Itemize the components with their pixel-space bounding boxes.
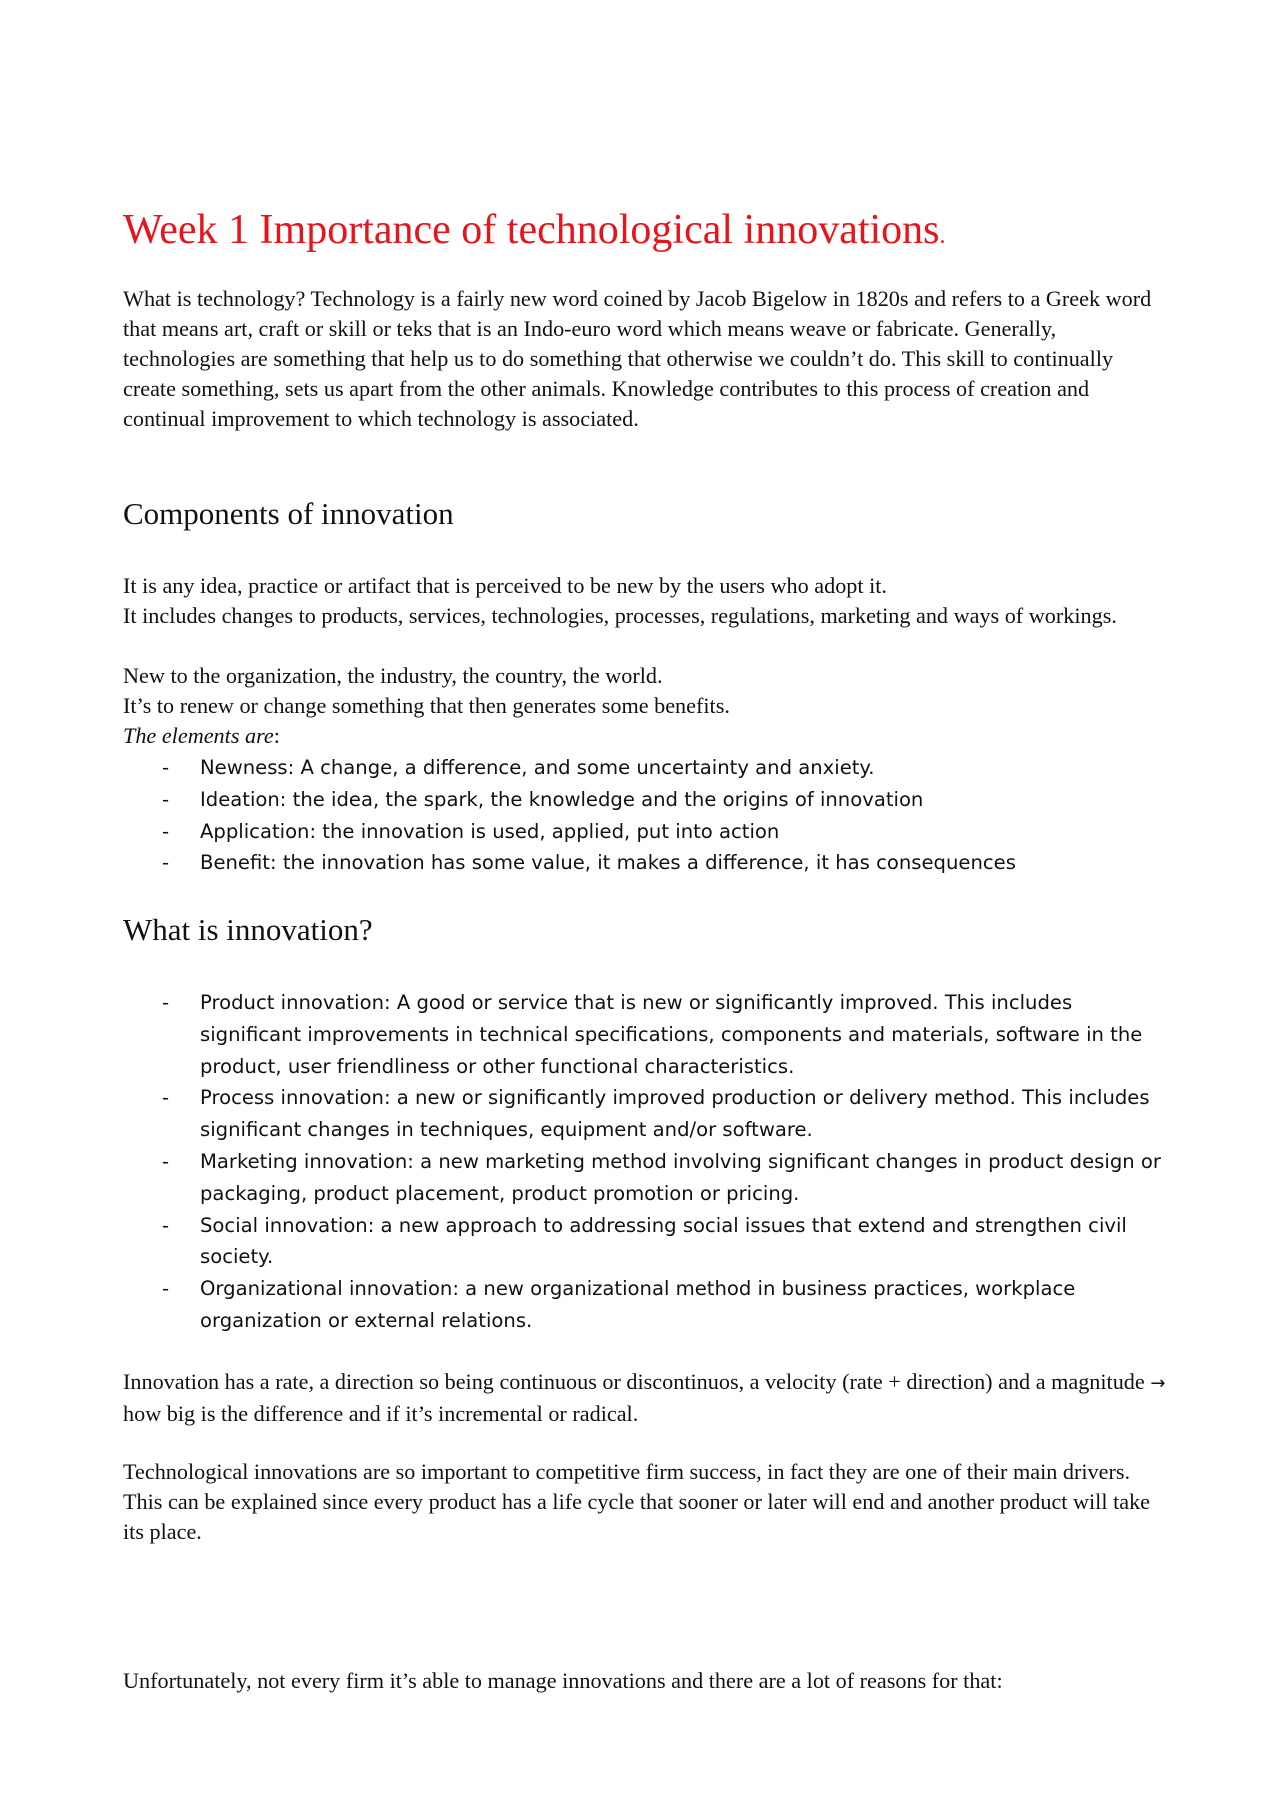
list-item (123, 784, 1173, 816)
rate-paragraph (123, 1367, 1168, 1429)
list-item-text: Social innovation: a new approach to addressing social issues that extend and strengthen civil society. (200, 1213, 1127, 1269)
innovation-types-list (123, 987, 1173, 1337)
bullet-dash: - (162, 787, 170, 811)
list-item-text: Ideation: the idea, the spark, the knowledge and the origins of innovation (200, 787, 924, 811)
bullet-dash: - (162, 1086, 170, 1110)
bullet-dash: - (162, 851, 170, 875)
bullet-dash: - (162, 756, 170, 779)
page-title (123, 204, 946, 262)
bullet-dash: - (162, 1213, 170, 1237)
components-line-1: It is any idea, practice or artifact that is perceived to be new by the users who adopt it. (123, 573, 887, 598)
rate-text-before: Innovation has a rate, a direction so being continuous or discontinuos, a velocity (rate + direction) and a magnitude (123, 1369, 1151, 1394)
title-suffix: . (939, 223, 946, 249)
elements-colon: : (273, 723, 280, 748)
unfortunately-paragraph: Unfortunately, not every firm it’s able to manage innovations and there are a lot of reasons for that: (123, 1668, 1003, 1693)
bullet-dash: - (162, 1277, 170, 1301)
list-item (123, 1273, 1173, 1337)
list-item-text: Organizational innovation: a new organizational method in business practices, workplace organization or external relations. (200, 1277, 1076, 1332)
arrow-right-icon: → (1150, 1373, 1166, 1394)
list-item (123, 847, 1173, 879)
what-is-innovation-heading: What is innovation? (123, 912, 373, 947)
list-item (123, 1210, 1173, 1274)
components-line-3: New to the organization, the industry, the country, the world. (123, 663, 663, 688)
list-item (123, 1146, 1173, 1210)
list-item-text: Product innovation: A good or service that is new or significantly improved. This includes significant improvements in technical specifications, components and materials, software in the product, user friendliness or other functional characteristics. (200, 991, 1143, 1078)
title-text: Week 1 Importance of technological innovations (123, 207, 940, 253)
list-item-text: Newness: A change, a difference, and some uncertainty and anxiety. (200, 756, 875, 779)
components-line-4: It’s to renew or change something that then generates some benefits. (123, 693, 730, 718)
rate-text-after: how big is the difference and if it’s incremental or radical. (123, 1401, 639, 1426)
components-line-2: It includes changes to products, services, technologies, processes, regulations, marketing and ways of workings. (123, 603, 1117, 628)
bullet-dash: - (162, 819, 170, 843)
list-item (123, 752, 1173, 784)
elements-label-line (123, 721, 1168, 751)
list-item (123, 987, 1173, 1082)
importance-paragraph: Technological innovations are so important to competitive firm success, in fact they are one of their main drivers. This can be explained since every product has a life cycle that sooner or later will end and another product will take its place. (123, 1459, 1151, 1544)
list-item-text: Marketing innovation: a new marketing method involving significant changes in product design or packaging, product placement, product promotion or pricing. (200, 1149, 1161, 1205)
components-heading: Components of innovation (123, 496, 454, 531)
bullet-dash: - (162, 991, 170, 1014)
elements-label: The elements are (123, 723, 274, 748)
list-item (123, 816, 1173, 848)
list-item-text: Application: the innovation is used, applied, put into action (200, 819, 780, 843)
list-item (123, 1082, 1173, 1146)
bullet-dash: - (162, 1149, 170, 1173)
intro-paragraph: What is technology? Technology is a fairly new word coined by Jacob Bigelow in 1820s and refers to a Greek word that means art, craft or skill or teks that is an Indo-euro word which means weave or fabricate. Generally, technologies are something that help us to do something that otherwise we couldn’t do. This skill to continually create something, sets us apart from the other animals. Knowledge contributes to this process of creation and continual improvement to which technology is associated. (123, 286, 1152, 431)
elements-list (123, 752, 1173, 879)
list-item-text: Process innovation: a new or significantly improved production or delivery method. This includes significant changes in techniques, equipment and/or software. (200, 1086, 1150, 1142)
list-item-text: Benefit: the innovation has some value, it makes a difference, it has consequences (200, 851, 1016, 875)
